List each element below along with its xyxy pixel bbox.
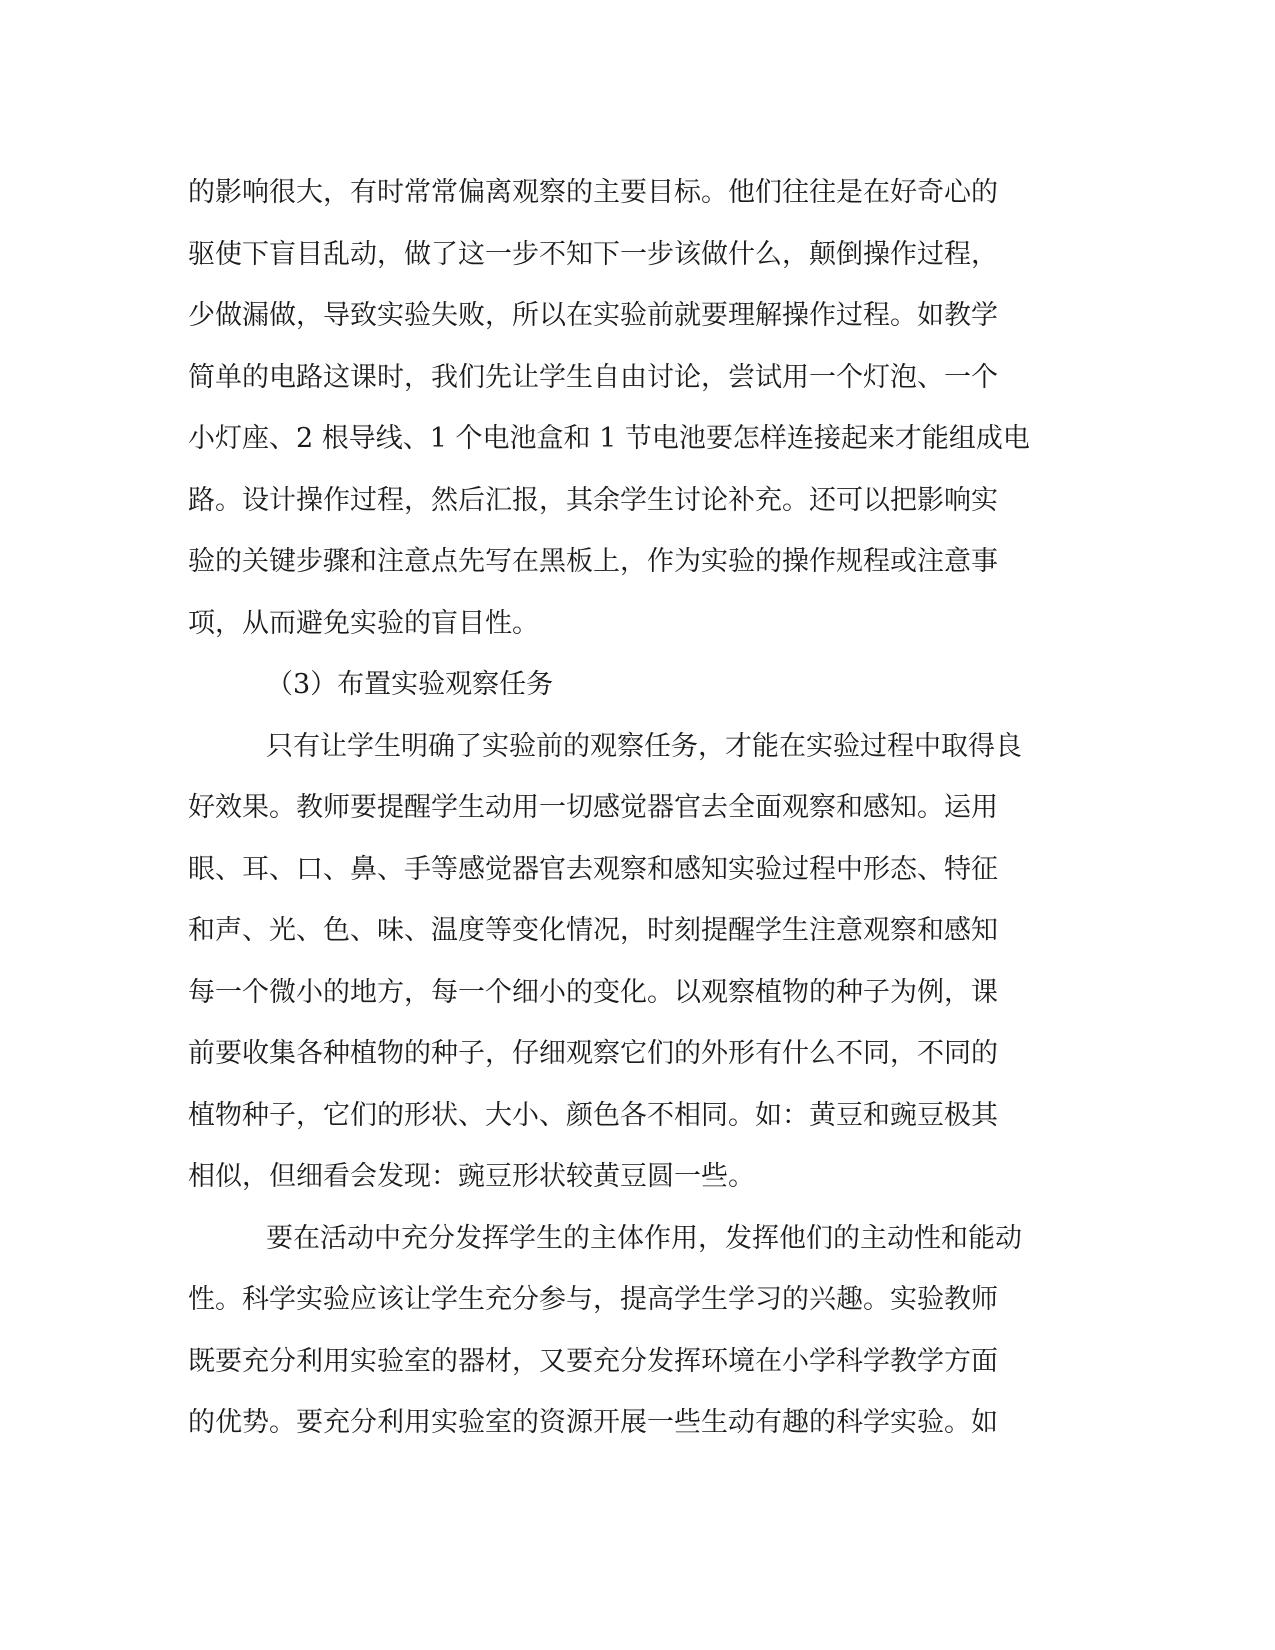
body-text bbox=[188, 162, 1088, 1454]
text-line: 相似，但细看会发现：豌豆形状较黄豆圆一些。 bbox=[188, 1161, 755, 1192]
text-line: 少做漏做，导致实验失败，所以在实验前就要理解操作过程。如教学 bbox=[188, 300, 998, 331]
text-line: 性。科学实验应该让学生充分参与，提高学生学习的兴趣。实验教师 bbox=[188, 1284, 998, 1315]
text-line: 既要充分利用实验室的器材，又要充分发挥环境在小学科学教学方面 bbox=[188, 1345, 998, 1377]
text-line: 项，从而避免实验的盲目性。 bbox=[188, 607, 539, 639]
text-line: 好效果。教师要提醒学生动用一切感觉器官去全面观察和感知。运用 bbox=[188, 792, 998, 823]
text-line: 的优势。要充分利用实验室的资源开展一些生动有趣的科学实验。如 bbox=[188, 1407, 998, 1438]
text-line: 驱使下盲目乱动，做了这一步不知下一步该做什么，颠倒操作过程， bbox=[188, 238, 998, 270]
text-line: 验的关键步骤和注意点先写在黑板上，作为实验的操作规程或注意事 bbox=[188, 546, 998, 577]
text-line: 眼、耳、口、鼻、手等感觉器官去观察和感知实验过程中形态、特征 bbox=[188, 853, 998, 885]
text-line: 和声、光、色、味、温度等变化情况，时刻提醒学生注意观察和感知 bbox=[188, 915, 998, 946]
text-line: 要在活动中充分发挥学生的主体作用，发挥他们的主动性和能动 bbox=[266, 1222, 1022, 1254]
text-line: 路。设计操作过程，然后汇报，其余学生讨论补充。还可以把影响实 bbox=[188, 484, 998, 516]
text-line: 植物种子，它们的形状、大小、颜色各不相同。如：黄豆和豌豆极其 bbox=[188, 1099, 998, 1131]
section-heading: （3）布置实验观察任务 bbox=[266, 669, 554, 700]
text-line: 只有让学生明确了实验前的观察任务，才能在实验过程中取得良 bbox=[266, 730, 1022, 762]
text-line: 前要收集各种植物的种子，仔细观察它们的外形有什么不同，不同的 bbox=[188, 1038, 998, 1069]
text-line: 简单的电路这课时，我们先让学生自由讨论，尝试用一个灯泡、一个 bbox=[188, 361, 998, 393]
text-line: 小灯座、2 根导线、1 个电池盒和 1 节电池要怎样连接起来才能组成电 bbox=[188, 423, 1030, 454]
text-line: 每一个微小的地方，每一个细小的变化。以观察植物的种子为例，课 bbox=[188, 976, 998, 1008]
text-line: 的影响很大，有时常常偏离观察的主要目标。他们往往是在好奇心的 bbox=[188, 177, 998, 208]
